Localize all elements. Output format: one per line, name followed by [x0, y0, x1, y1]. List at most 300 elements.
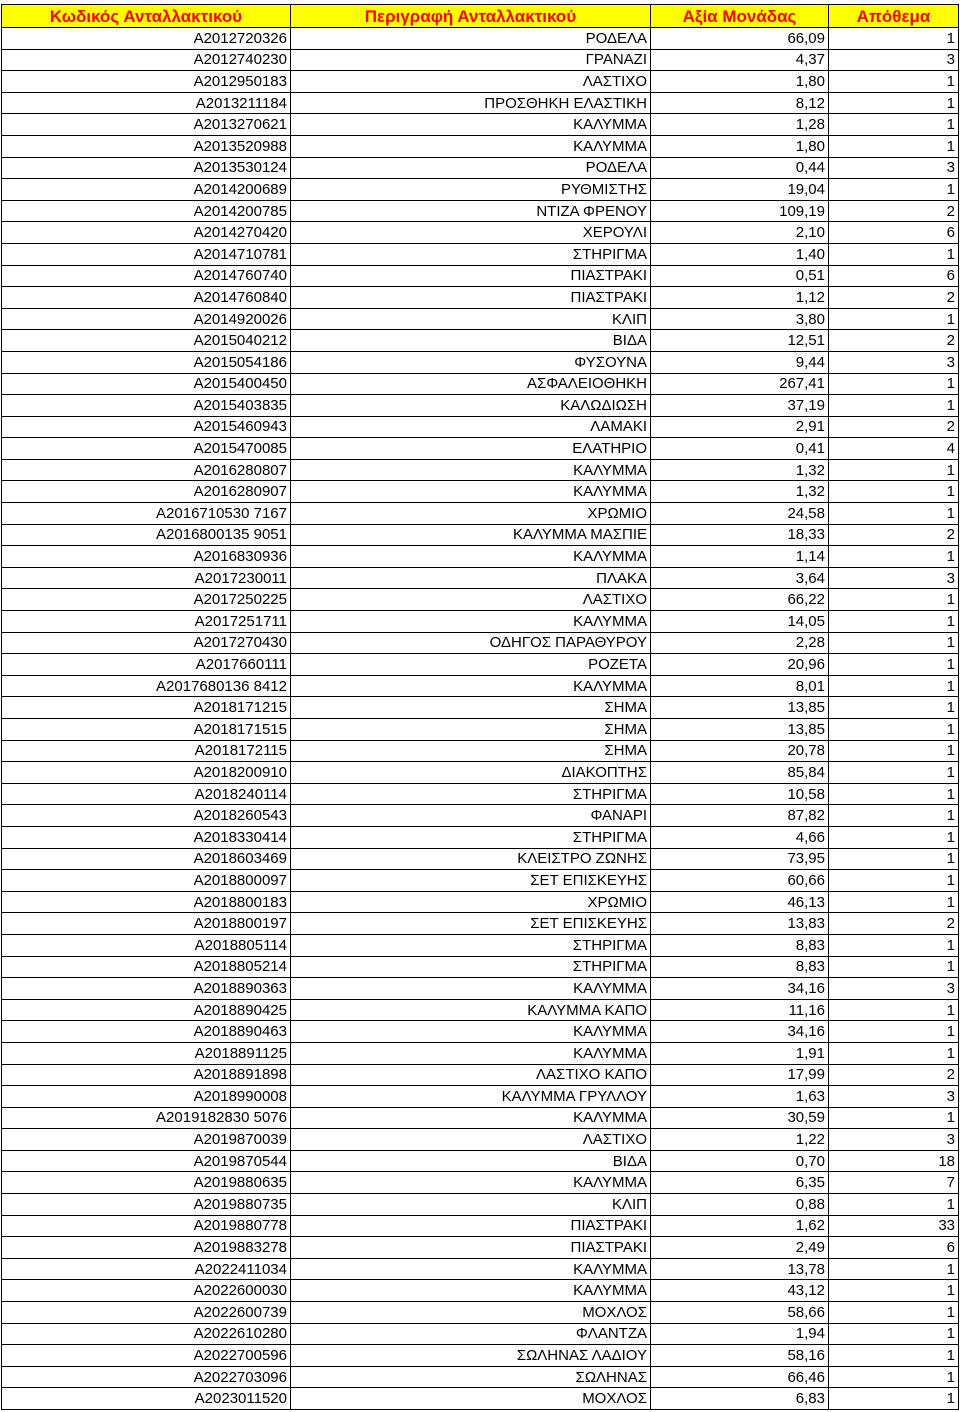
table-row	[2, 373, 959, 395]
cell-stock: 1	[829, 503, 959, 525]
cell-part-description: ΣΤΗΡΙΓΜΑ	[291, 934, 651, 956]
cell-unit-value: 43,12	[651, 1280, 829, 1302]
cell-part-code: A2016280807	[2, 459, 291, 481]
table-row	[2, 934, 959, 956]
cell-unit-value: 20,96	[651, 654, 829, 676]
cell-part-code: A2018603469	[2, 848, 291, 870]
cell-part-description: ΜΟΧΛΟΣ	[291, 1302, 651, 1324]
cell-unit-value: 8,83	[651, 934, 829, 956]
table-row	[2, 265, 959, 287]
table-row	[2, 1258, 959, 1280]
cell-unit-value: 73,95	[651, 848, 829, 870]
cell-part-description: ΣΕΤ ΕΠΙΣΚΕΥΗΣ	[291, 870, 651, 892]
table-row	[2, 1042, 959, 1064]
cell-unit-value: 2,49	[651, 1237, 829, 1259]
cell-part-description: ΛΑΣΤΙΧΟ	[291, 71, 651, 93]
cell-part-code: A2014710781	[2, 243, 291, 265]
cell-part-description: ΠΙΑΣΤΡΑΚΙ	[291, 287, 651, 309]
cell-part-code: A2013520988	[2, 135, 291, 157]
cell-unit-value: 1,94	[651, 1323, 829, 1345]
cell-stock: 1	[829, 308, 959, 330]
cell-part-description: ΠΙΑΣΤΡΑΚΙ	[291, 1237, 651, 1259]
cell-part-code: A2014200689	[2, 179, 291, 201]
cell-unit-value: 12,51	[651, 330, 829, 352]
table-row	[2, 222, 959, 244]
cell-unit-value: 17,99	[651, 1064, 829, 1086]
table-row	[2, 1215, 959, 1237]
cell-part-description: ΣΤΗΡΙΓΜΑ	[291, 956, 651, 978]
cell-unit-value: 0,44	[651, 157, 829, 179]
cell-stock: 1	[829, 719, 959, 741]
table-row	[2, 1021, 959, 1043]
table-row	[2, 1086, 959, 1108]
cell-part-code: A2013270621	[2, 114, 291, 136]
cell-unit-value: 19,04	[651, 179, 829, 201]
cell-stock: 1	[829, 481, 959, 503]
cell-stock: 3	[829, 351, 959, 373]
cell-part-code: A2018240114	[2, 783, 291, 805]
cell-part-code: A2018805214	[2, 956, 291, 978]
cell-stock: 3	[829, 49, 959, 71]
cell-part-code: A2012950183	[2, 71, 291, 93]
table-row	[2, 308, 959, 330]
cell-stock: 1	[829, 92, 959, 114]
cell-unit-value: 4,37	[651, 49, 829, 71]
cell-unit-value: 34,16	[651, 1021, 829, 1043]
table-row	[2, 1366, 959, 1388]
cell-part-description: ΚΑΛΥΜΜΑ ΚΑΠΟ	[291, 999, 651, 1021]
table-row	[2, 200, 959, 222]
table-row	[2, 848, 959, 870]
cell-unit-value: 109,19	[651, 200, 829, 222]
cell-stock: 1	[829, 1345, 959, 1367]
cell-part-code: A2019880635	[2, 1172, 291, 1194]
cell-part-description: ΦΥΣΟΥΝΑ	[291, 351, 651, 373]
table-row	[2, 503, 959, 525]
table-row	[2, 287, 959, 309]
table-row	[2, 1194, 959, 1216]
cell-stock: 1	[829, 1280, 959, 1302]
cell-part-description: ΣΗΜΑ	[291, 740, 651, 762]
cell-part-code: A2018890463	[2, 1021, 291, 1043]
cell-part-code: A2018171215	[2, 697, 291, 719]
cell-stock: 1	[829, 762, 959, 784]
cell-part-code: A2022411034	[2, 1258, 291, 1280]
cell-unit-value: 58,16	[651, 1345, 829, 1367]
cell-part-code: A2023011520	[2, 1388, 291, 1410]
cell-part-code: A2022600739	[2, 1302, 291, 1324]
cell-unit-value: 3,64	[651, 567, 829, 589]
cell-part-code: A2016710530 7167	[2, 503, 291, 525]
cell-part-description: ΓΡΑΝΑΖΙ	[291, 49, 651, 71]
cell-part-code: A2022610280	[2, 1323, 291, 1345]
cell-stock: 1	[829, 589, 959, 611]
cell-stock: 1	[829, 848, 959, 870]
cell-part-code: A2012740230	[2, 49, 291, 71]
table-row	[2, 1388, 959, 1410]
cell-stock: 1	[829, 956, 959, 978]
cell-unit-value: 9,44	[651, 351, 829, 373]
cell-part-code: A2017270430	[2, 632, 291, 654]
cell-unit-value: 66,22	[651, 589, 829, 611]
cell-unit-value: 2,28	[651, 632, 829, 654]
cell-unit-value: 0,41	[651, 438, 829, 460]
cell-unit-value: 14,05	[651, 611, 829, 633]
table-row	[2, 611, 959, 633]
cell-part-description: ΡΟΔΕΛΑ	[291, 157, 651, 179]
cell-unit-value: 267,41	[651, 373, 829, 395]
cell-part-description: ΚΛΙΠ	[291, 1194, 651, 1216]
table-row	[2, 999, 959, 1021]
cell-part-code: A2018890363	[2, 978, 291, 1000]
cell-unit-value: 24,58	[651, 503, 829, 525]
cell-part-code: A2022600030	[2, 1280, 291, 1302]
cell-part-code: A2014200785	[2, 200, 291, 222]
cell-stock: 1	[829, 654, 959, 676]
table-row	[2, 826, 959, 848]
header-stock: Απόθεμα	[829, 5, 959, 28]
cell-unit-value: 13,85	[651, 697, 829, 719]
cell-stock: 1	[829, 546, 959, 568]
cell-unit-value: 1,80	[651, 71, 829, 93]
table-row	[2, 805, 959, 827]
cell-unit-value: 1,12	[651, 287, 829, 309]
cell-part-description: ΣΕΤ ΕΠΙΣΚΕΥΗΣ	[291, 913, 651, 935]
header-unit-value: Αξία Μονάδας	[651, 5, 829, 28]
cell-stock: 4	[829, 438, 959, 460]
cell-part-code: A2014920026	[2, 308, 291, 330]
cell-unit-value: 30,59	[651, 1107, 829, 1129]
cell-part-code: A2015400450	[2, 373, 291, 395]
cell-part-description: ΚΑΛΥΜΜΑ ΜΑΣΠΙΕ	[291, 524, 651, 546]
cell-part-description: ΚΑΛΥΜΜΑ	[291, 114, 651, 136]
cell-part-code: A2018260543	[2, 805, 291, 827]
table-body	[2, 28, 959, 1410]
cell-stock: 1	[829, 71, 959, 93]
cell-part-code: A2018891898	[2, 1064, 291, 1086]
cell-stock: 1	[829, 1302, 959, 1324]
cell-part-code: A2018800097	[2, 870, 291, 892]
cell-stock: 2	[829, 200, 959, 222]
cell-part-code: A2015040212	[2, 330, 291, 352]
cell-unit-value: 1,63	[651, 1086, 829, 1108]
cell-unit-value: 1,62	[651, 1215, 829, 1237]
cell-unit-value: 34,16	[651, 978, 829, 1000]
cell-part-code: A2019883278	[2, 1237, 291, 1259]
table-row	[2, 243, 959, 265]
cell-part-description: ΚΑΛΥΜΜΑ	[291, 135, 651, 157]
cell-unit-value: 0,70	[651, 1150, 829, 1172]
cell-part-description: ΚΑΛΥΜΜΑ	[291, 1280, 651, 1302]
cell-part-code: A2015470085	[2, 438, 291, 460]
cell-stock: 1	[829, 805, 959, 827]
cell-part-code: A2022703096	[2, 1366, 291, 1388]
table-row	[2, 1064, 959, 1086]
table-row	[2, 179, 959, 201]
cell-stock: 1	[829, 1366, 959, 1388]
cell-stock: 2	[829, 416, 959, 438]
cell-unit-value: 11,16	[651, 999, 829, 1021]
cell-part-code: A2018200910	[2, 762, 291, 784]
table-row	[2, 978, 959, 1000]
cell-part-description: ΣΗΜΑ	[291, 697, 651, 719]
cell-part-description: ΚΑΛΥΜΜΑ	[291, 1107, 651, 1129]
cell-unit-value: 1,91	[651, 1042, 829, 1064]
cell-unit-value: 3,80	[651, 308, 829, 330]
cell-stock: 1	[829, 1323, 959, 1345]
cell-part-description: ΣΤΗΡΙΓΜΑ	[291, 783, 651, 805]
header-row	[2, 5, 959, 28]
table-row	[2, 351, 959, 373]
cell-part-code: A2016830936	[2, 546, 291, 568]
table-row	[2, 870, 959, 892]
cell-part-code: A2018800197	[2, 913, 291, 935]
cell-stock: 3	[829, 157, 959, 179]
cell-part-description: ΠΛΑΚΑ	[291, 567, 651, 589]
cell-part-description: ΔΙΑΚΟΠΤΗΣ	[291, 762, 651, 784]
cell-part-code: A2017680136 8412	[2, 675, 291, 697]
cell-stock: 1	[829, 373, 959, 395]
cell-stock: 33	[829, 1215, 959, 1237]
cell-part-code: A2017250225	[2, 589, 291, 611]
cell-part-code: A2019182830 5076	[2, 1107, 291, 1129]
cell-part-description: ΚΑΛΩΔΙΩΣΗ	[291, 395, 651, 417]
cell-stock: 1	[829, 826, 959, 848]
header-part-description: Περιγραφή Ανταλλακτικού	[291, 5, 651, 28]
cell-unit-value: 58,66	[651, 1302, 829, 1324]
cell-part-description: ΑΣΦΑΛΕΙΟΘΗΚΗ	[291, 373, 651, 395]
cell-stock: 1	[829, 114, 959, 136]
cell-part-description: ΒΙΔΑ	[291, 1150, 651, 1172]
cell-unit-value: 2,10	[651, 222, 829, 244]
cell-part-code: A2017230011	[2, 567, 291, 589]
cell-unit-value: 2,91	[651, 416, 829, 438]
cell-stock: 1	[829, 740, 959, 762]
table-row	[2, 28, 959, 50]
cell-part-description: ΚΑΛΥΜΜΑ	[291, 1258, 651, 1280]
cell-unit-value: 66,46	[651, 1366, 829, 1388]
cell-part-description: ΡΟΔΕΛΑ	[291, 28, 651, 50]
cell-unit-value: 87,82	[651, 805, 829, 827]
cell-unit-value: 1,32	[651, 459, 829, 481]
table-row	[2, 438, 959, 460]
table-row	[2, 719, 959, 741]
cell-part-description: ΛΑΣΤΙΧΟ	[291, 589, 651, 611]
cell-stock: 1	[829, 135, 959, 157]
cell-part-description: ΚΑΛΥΜΜΑ ΓΡΥΛΛΟΥ	[291, 1086, 651, 1108]
cell-stock: 1	[829, 891, 959, 913]
cell-part-description: ΚΑΛΥΜΜΑ	[291, 675, 651, 697]
table-row	[2, 1172, 959, 1194]
table-row	[2, 1280, 959, 1302]
cell-stock: 6	[829, 222, 959, 244]
cell-stock: 1	[829, 1194, 959, 1216]
table-row	[2, 956, 959, 978]
cell-part-code: A2022700596	[2, 1345, 291, 1367]
cell-stock: 1	[829, 1258, 959, 1280]
cell-stock: 2	[829, 524, 959, 546]
table-row	[2, 135, 959, 157]
cell-stock: 1	[829, 697, 959, 719]
cell-part-description: ΦΛΑΝΤΖΑ	[291, 1323, 651, 1345]
table-row	[2, 395, 959, 417]
table-row	[2, 762, 959, 784]
table-row	[2, 92, 959, 114]
cell-part-description: ΣΤΗΡΙΓΜΑ	[291, 826, 651, 848]
cell-unit-value: 18,33	[651, 524, 829, 546]
cell-part-code: A2019880735	[2, 1194, 291, 1216]
table-row	[2, 740, 959, 762]
cell-unit-value: 8,12	[651, 92, 829, 114]
cell-part-description: ΣΩΛΗΝΑΣ ΛΑΔΙΟΥ	[291, 1345, 651, 1367]
cell-part-description: ΣΤΗΡΙΓΜΑ	[291, 243, 651, 265]
cell-part-description: ΒΙΔΑ	[291, 330, 651, 352]
cell-part-description: ΧΡΩΜΙΟ	[291, 891, 651, 913]
cell-stock: 1	[829, 783, 959, 805]
cell-stock: 1	[829, 870, 959, 892]
cell-stock: 6	[829, 265, 959, 287]
parts-table	[1, 4, 959, 1410]
cell-part-code: A2013211184	[2, 92, 291, 114]
cell-stock: 1	[829, 1107, 959, 1129]
cell-unit-value: 6,83	[651, 1388, 829, 1410]
cell-unit-value: 0,51	[651, 265, 829, 287]
cell-unit-value: 60,66	[651, 870, 829, 892]
cell-unit-value: 1,22	[651, 1129, 829, 1151]
cell-stock: 2	[829, 913, 959, 935]
cell-stock: 1	[829, 28, 959, 50]
cell-stock: 1	[829, 675, 959, 697]
cell-part-description: ΛΑΣΤΙΧΟ ΚΑΠΟ	[291, 1064, 651, 1086]
cell-part-description: ΚΛΙΠ	[291, 308, 651, 330]
table-row	[2, 1237, 959, 1259]
table-row	[2, 697, 959, 719]
table-row	[2, 1150, 959, 1172]
cell-stock: 3	[829, 1086, 959, 1108]
table-row	[2, 481, 959, 503]
table-row	[2, 416, 959, 438]
cell-part-description: ΠΙΑΣΤΡΑΚΙ	[291, 1215, 651, 1237]
cell-part-code: A2016280907	[2, 481, 291, 503]
cell-part-description: ΚΑΛΥΜΜΑ	[291, 611, 651, 633]
cell-part-description: ΚΑΛΥΜΜΑ	[291, 1172, 651, 1194]
cell-unit-value: 1,80	[651, 135, 829, 157]
cell-unit-value: 66,09	[651, 28, 829, 50]
table-row	[2, 1345, 959, 1367]
cell-part-code: A2013530124	[2, 157, 291, 179]
cell-part-description: ΚΑΛΥΜΜΑ	[291, 546, 651, 568]
cell-stock: 1	[829, 395, 959, 417]
table-row	[2, 524, 959, 546]
cell-part-code: A2018891125	[2, 1042, 291, 1064]
cell-stock: 7	[829, 1172, 959, 1194]
cell-stock: 1	[829, 1021, 959, 1043]
cell-unit-value: 46,13	[651, 891, 829, 913]
cell-unit-value: 6,35	[651, 1172, 829, 1194]
cell-stock: 2	[829, 330, 959, 352]
cell-part-description: ΚΑΛΥΜΜΑ	[291, 481, 651, 503]
cell-part-description: ΝΤΙΖΑ ΦΡΕΝΟΥ	[291, 200, 651, 222]
table-row	[2, 114, 959, 136]
cell-unit-value: 10,58	[651, 783, 829, 805]
table-row	[2, 567, 959, 589]
table-row	[2, 632, 959, 654]
table-row	[2, 1323, 959, 1345]
cell-stock: 1	[829, 999, 959, 1021]
cell-part-code: A2017660111	[2, 654, 291, 676]
cell-part-code: A2016800135 9051	[2, 524, 291, 546]
table-row	[2, 71, 959, 93]
cell-stock: 1	[829, 611, 959, 633]
cell-part-code: A2018172115	[2, 740, 291, 762]
table-row	[2, 654, 959, 676]
cell-part-code: A2018805114	[2, 934, 291, 956]
cell-part-description: ΜΟΧΛΟΣ	[291, 1388, 651, 1410]
cell-part-description: ΕΛΑΤΗΡΙΟ	[291, 438, 651, 460]
cell-unit-value: 1,14	[651, 546, 829, 568]
cell-part-description: ΚΛΕΙΣΤΡΟ ΖΩΝΗΣ	[291, 848, 651, 870]
cell-stock: 3	[829, 978, 959, 1000]
cell-part-code: A2014760740	[2, 265, 291, 287]
cell-part-description: ΚΑΛΥΜΜΑ	[291, 1042, 651, 1064]
cell-part-code: A2017251711	[2, 611, 291, 633]
cell-part-code: A2018330414	[2, 826, 291, 848]
cell-part-code: A2015054186	[2, 351, 291, 373]
cell-unit-value: 20,78	[651, 740, 829, 762]
table-row	[2, 589, 959, 611]
cell-part-description: ΡΟΖΕΤΑ	[291, 654, 651, 676]
cell-stock: 1	[829, 1042, 959, 1064]
cell-unit-value: 13,85	[651, 719, 829, 741]
cell-stock: 2	[829, 1064, 959, 1086]
cell-stock: 1	[829, 934, 959, 956]
table-row	[2, 546, 959, 568]
cell-part-code: A2014760840	[2, 287, 291, 309]
table-row	[2, 1129, 959, 1151]
table-row	[2, 459, 959, 481]
cell-part-code: A2015460943	[2, 416, 291, 438]
cell-part-code: A2015403835	[2, 395, 291, 417]
cell-part-description: ΛΑΣΤΙΧΟ	[291, 1129, 651, 1151]
cell-stock: 6	[829, 1237, 959, 1259]
cell-unit-value: 8,01	[651, 675, 829, 697]
cell-part-code: A2018890425	[2, 999, 291, 1021]
cell-unit-value: 85,84	[651, 762, 829, 784]
table-row	[2, 675, 959, 697]
cell-part-description: ΠΙΑΣΤΡΑΚΙ	[291, 265, 651, 287]
table-row	[2, 891, 959, 913]
cell-stock: 1	[829, 179, 959, 201]
cell-part-description: ΠΡΟΣΘΗΚΗ ΕΛΑΣΤΙΚΗ	[291, 92, 651, 114]
cell-unit-value: 37,19	[651, 395, 829, 417]
cell-stock: 3	[829, 567, 959, 589]
table-row	[2, 157, 959, 179]
table-row	[2, 1302, 959, 1324]
cell-stock: 1	[829, 1388, 959, 1410]
cell-part-description: ΛΑΜΑΚΙ	[291, 416, 651, 438]
cell-part-description: ΧΕΡΟΥΛΙ	[291, 222, 651, 244]
header-part-code: Κωδικός Ανταλλακτικού	[2, 5, 291, 28]
cell-unit-value: 1,40	[651, 243, 829, 265]
cell-unit-value: 1,32	[651, 481, 829, 503]
cell-part-description: ΣΗΜΑ	[291, 719, 651, 741]
cell-unit-value: 8,83	[651, 956, 829, 978]
cell-part-description: ΟΔΗΓΟΣ ΠΑΡΑΘΥΡΟΥ	[291, 632, 651, 654]
table-header	[2, 5, 959, 28]
cell-part-code: A2019870544	[2, 1150, 291, 1172]
table-row	[2, 1107, 959, 1129]
cell-stock: 1	[829, 459, 959, 481]
